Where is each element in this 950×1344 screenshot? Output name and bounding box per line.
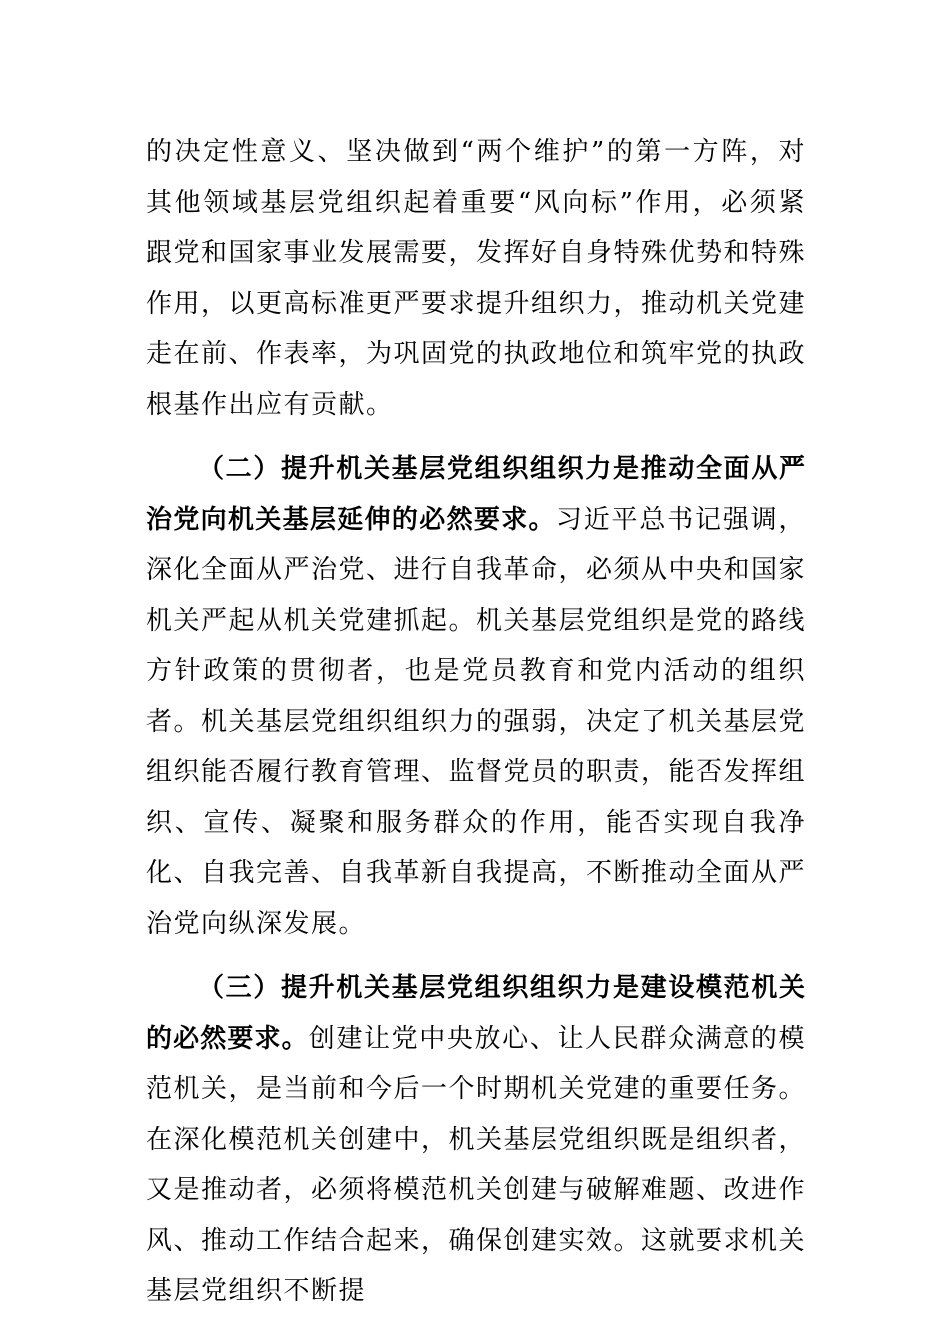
paragraph-text: 习近平总书记强调，深化全面从严治党、进行自我革命，必须从中央和国家机关严起从机关党建抓起。机关基层党组织是党的路线方针政策的贯彻者，也是党员教育和党内活动的组织者。机关基层党组织组织力的强弱，决定了机关基层党组织能否履行教育管理、监督党员的职责，能否发挥组织、宣传、凝聚和服务群众的作用，能否实现自我净化、自我完善、自我革新自我提高，不断推动全面从严治党向纵深发展。 xyxy=(146,504,807,939)
paragraph-text: 的决定性意义、坚决做到“两个维护”的第一方阵，对其他领域基层党组织起着重要“风向标”作用，必须紧跟党和国家事业发展需要，发挥好自身特殊优势和特殊作用，以更高标准更严要求提升组织力，推动机关党建走在前、作表率，为巩固党的执政地位和筑牢党的执政根基作出应有贡献。 xyxy=(146,137,807,420)
paragraph-continued xyxy=(146,127,806,430)
paragraph-text: 创建让党中央放心、让人民群众满意的模范机关，是当前和今后一个时期机关党建的重要任务。在深化模范机关创建中，机关基层党组织既是组织者，又是推动者，必须将模范机关创建与破解难题、改进作风、推动工作结合起来，确保创建实效。这就要求机关基层党组织不断提 xyxy=(146,1023,807,1306)
paragraph-section-2 xyxy=(146,444,806,949)
section-heading: （三）提升机关基层党组织组织力是建设模范机关的必然要求。 xyxy=(146,973,806,1054)
document-body xyxy=(146,127,806,1331)
section-heading: （二）提升机关基层党组织组织力是推动全面从严治党向机关基层延伸的必然要求。 xyxy=(146,454,806,535)
paragraph-section-3 xyxy=(146,963,806,1317)
